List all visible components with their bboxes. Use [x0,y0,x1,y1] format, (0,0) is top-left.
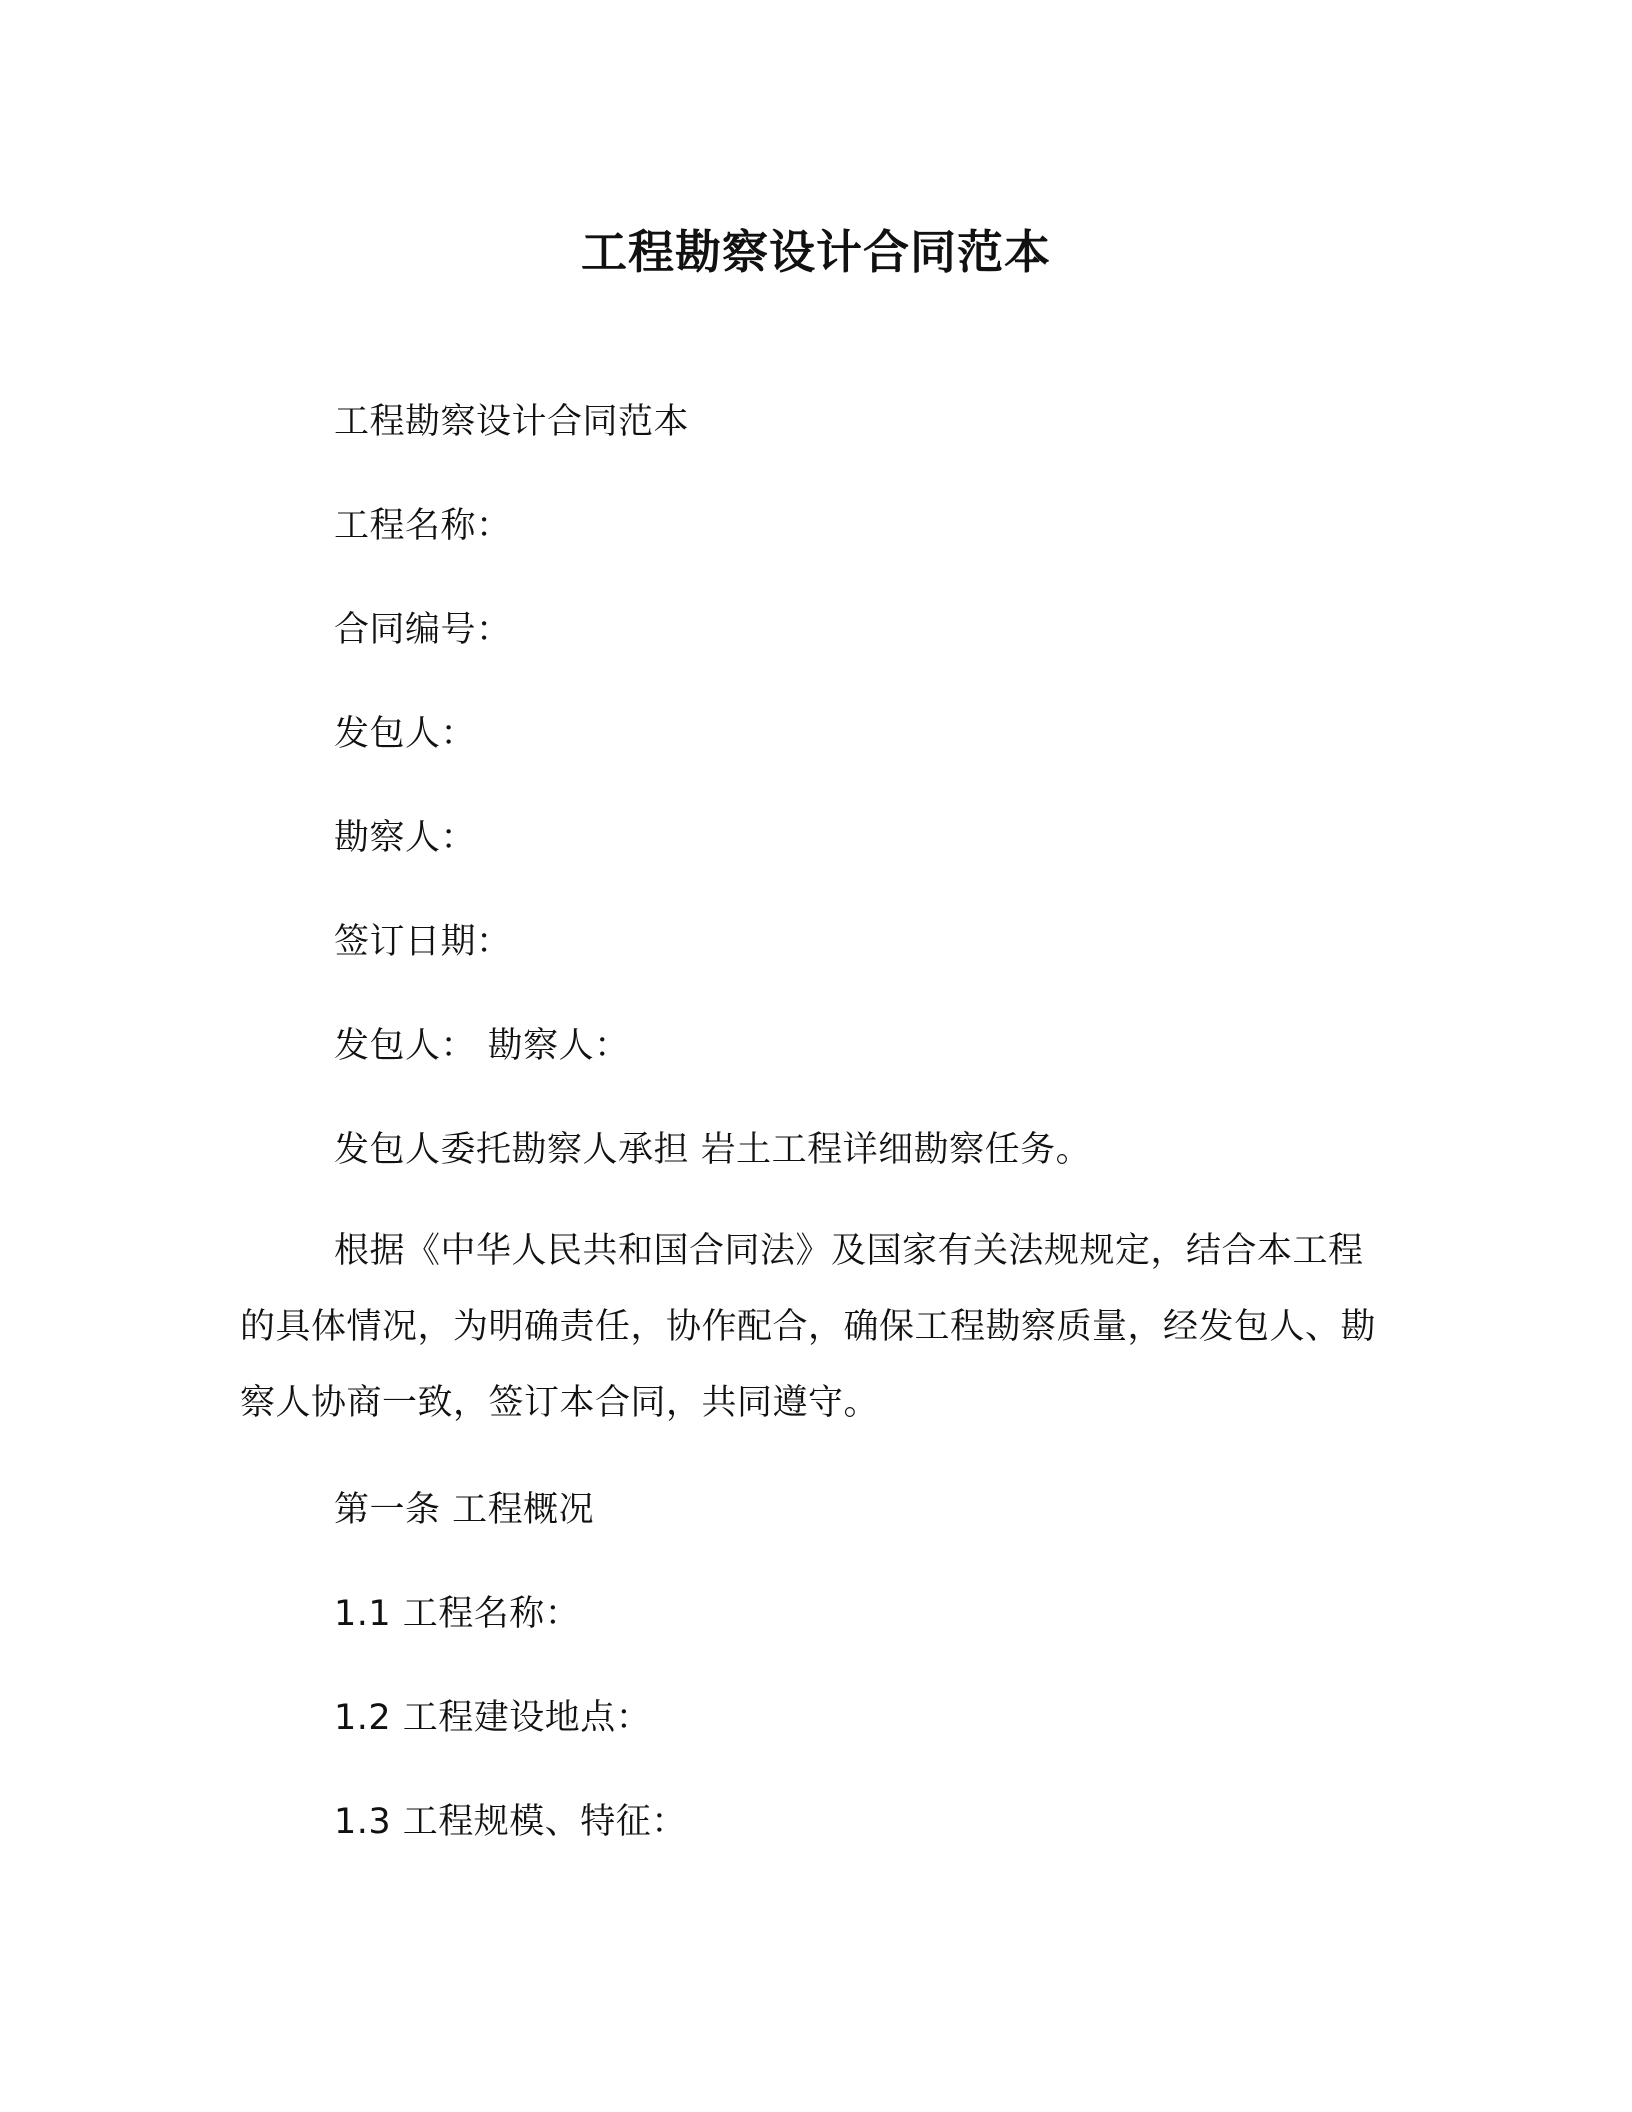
article-1-item: 1.1 工程名称： [334,1594,581,1634]
article-1-heading: 第一条 工程概况 [334,1490,595,1530]
document-title: 工程勘察设计合同范本 [581,225,1051,279]
field-signing-date: 签订日期： [334,922,512,962]
parties-line: 发包人： 勘察人： [334,1026,630,1066]
article-1-item: 1.2 工程建设地点： [334,1698,652,1738]
field-contract-number: 合同编号： [334,610,512,650]
field-employer: 发包人： [334,714,477,754]
field-surveyor: 勘察人： [334,818,477,858]
document-subtitle: 工程勘察设计合同范本 [334,402,690,442]
field-project-name: 工程名称： [334,506,512,546]
legal-basis-paragraph: 根据《中华人民共和国合同法》及国家有关法规规定，结合本工程的具体情况，为明确责任，协作配合，确保工程勘察质量，经发包人、勘察人协商一致，签订本合同，共同遵守。 [240,1231,1377,1423]
entrust-statement: 发包人委托勘察人承担 岩土工程详细勘察任务。 [334,1130,1092,1170]
article-1-item: 1.3 工程规模、特征： [334,1802,687,1842]
